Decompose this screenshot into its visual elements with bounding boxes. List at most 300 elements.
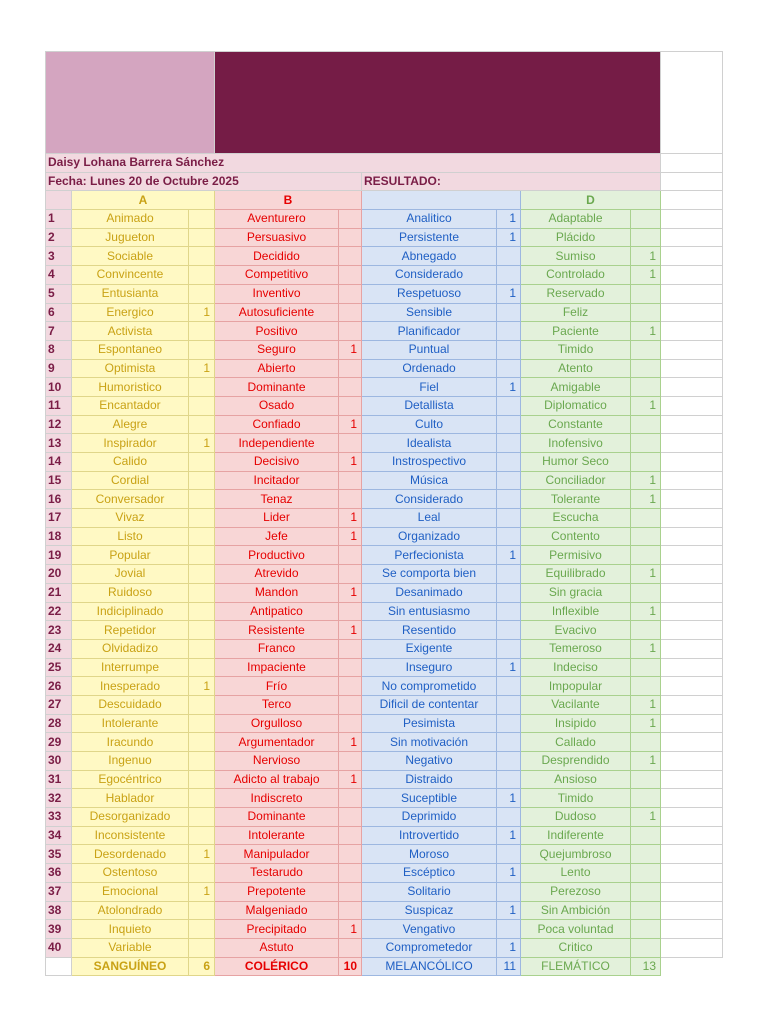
trait-cell-b[interactable]: Orgulloso	[215, 714, 339, 733]
mark-cell-d[interactable]	[631, 210, 661, 229]
empty-cell[interactable]	[661, 266, 723, 285]
mark-cell-d[interactable]: 1	[631, 266, 661, 285]
trait-cell-b[interactable]: Prepotente	[215, 882, 339, 901]
empty-cell[interactable]	[661, 845, 723, 864]
trait-cell-c[interactable]: Persistente	[362, 228, 497, 247]
mark-cell-d[interactable]: 1	[631, 490, 661, 509]
mark-cell-b[interactable]	[339, 228, 362, 247]
trait-cell-d[interactable]: Constante	[521, 415, 631, 434]
mark-cell-a[interactable]	[189, 509, 215, 528]
trait-cell-a[interactable]: Desorganizado	[72, 808, 189, 827]
total-label-a[interactable]: SANGUÍNEO	[72, 957, 189, 976]
trait-cell-d[interactable]: Sin Ambición	[521, 901, 631, 920]
trait-cell-a[interactable]: Activista	[72, 322, 189, 341]
trait-cell-c[interactable]: Sensible	[362, 303, 497, 322]
total-value-a[interactable]: 6	[189, 957, 215, 976]
trait-cell-a[interactable]: Sociable	[72, 247, 189, 266]
mark-cell-a[interactable]	[189, 920, 215, 939]
trait-cell-b[interactable]: Dominante	[215, 808, 339, 827]
trait-cell-c[interactable]: Abnegado	[362, 247, 497, 266]
trait-cell-b[interactable]: Impaciente	[215, 658, 339, 677]
mark-cell-c[interactable]	[497, 247, 521, 266]
mark-cell-a[interactable]: 1	[189, 303, 215, 322]
trait-cell-b[interactable]: Indiscreto	[215, 789, 339, 808]
trait-cell-c[interactable]: Distraido	[362, 770, 497, 789]
empty-cell[interactable]	[661, 714, 723, 733]
column-b-header[interactable]: B	[215, 191, 362, 210]
total-value-b[interactable]: 10	[339, 957, 362, 976]
trait-cell-a[interactable]: Egocéntrico	[72, 770, 189, 789]
mark-cell-c[interactable]	[497, 583, 521, 602]
trait-cell-c[interactable]: Idealista	[362, 434, 497, 453]
empty-cell[interactable]	[661, 752, 723, 771]
trait-cell-d[interactable]: Tolerante	[521, 490, 631, 509]
trait-cell-a[interactable]: Emocional	[72, 882, 189, 901]
empty-cell[interactable]	[661, 284, 723, 303]
trait-cell-a[interactable]: Desordenado	[72, 845, 189, 864]
mark-cell-d[interactable]	[631, 415, 661, 434]
trait-cell-c[interactable]: Culto	[362, 415, 497, 434]
mark-cell-b[interactable]	[339, 565, 362, 584]
trait-cell-c[interactable]: Música	[362, 471, 497, 490]
mark-cell-b[interactable]: 1	[339, 920, 362, 939]
mark-cell-d[interactable]: 1	[631, 322, 661, 341]
mark-cell-a[interactable]	[189, 695, 215, 714]
mark-cell-a[interactable]	[189, 639, 215, 658]
trait-cell-d[interactable]: Indeciso	[521, 658, 631, 677]
mark-cell-b[interactable]: 1	[339, 340, 362, 359]
mark-cell-c[interactable]	[497, 770, 521, 789]
mark-cell-d[interactable]: 1	[631, 396, 661, 415]
trait-cell-d[interactable]: Dudoso	[521, 808, 631, 827]
empty-cell[interactable]	[661, 920, 723, 939]
empty-cell[interactable]	[661, 695, 723, 714]
empty-cell[interactable]	[661, 583, 723, 602]
trait-cell-b[interactable]: Tenaz	[215, 490, 339, 509]
total-label-c[interactable]: MELANCÓLICO	[362, 957, 497, 976]
mark-cell-b[interactable]: 1	[339, 621, 362, 640]
trait-cell-a[interactable]: Vivaz	[72, 509, 189, 528]
mark-cell-a[interactable]: 1	[189, 677, 215, 696]
mark-cell-d[interactable]	[631, 789, 661, 808]
trait-cell-c[interactable]: Dificil de contentar	[362, 695, 497, 714]
mark-cell-b[interactable]	[339, 714, 362, 733]
mark-cell-b[interactable]	[339, 266, 362, 285]
trait-cell-d[interactable]: Humor Seco	[521, 453, 631, 472]
mark-cell-d[interactable]	[631, 901, 661, 920]
trait-cell-d[interactable]: Desprendido	[521, 752, 631, 771]
mark-cell-b[interactable]	[339, 808, 362, 827]
mark-cell-a[interactable]	[189, 284, 215, 303]
total-label-b[interactable]: COLÉRICO	[215, 957, 339, 976]
mark-cell-d[interactable]	[631, 527, 661, 546]
empty-cell[interactable]	[661, 359, 723, 378]
mark-cell-a[interactable]	[189, 415, 215, 434]
mark-cell-a[interactable]: 1	[189, 845, 215, 864]
trait-cell-a[interactable]: Repetidor	[72, 621, 189, 640]
mark-cell-c[interactable]: 1	[497, 228, 521, 247]
mark-cell-d[interactable]: 1	[631, 808, 661, 827]
trait-cell-c[interactable]: Puntual	[362, 340, 497, 359]
trait-cell-d[interactable]: Amigable	[521, 378, 631, 397]
trait-cell-b[interactable]: Atrevido	[215, 565, 339, 584]
trait-cell-d[interactable]: Conciliador	[521, 471, 631, 490]
empty-cell[interactable]	[661, 901, 723, 920]
empty-cell[interactable]	[661, 415, 723, 434]
trait-cell-c[interactable]: Resentido	[362, 621, 497, 640]
trait-cell-c[interactable]: Leal	[362, 509, 497, 528]
trait-cell-b[interactable]: Decisivo	[215, 453, 339, 472]
mark-cell-a[interactable]	[189, 621, 215, 640]
empty-cell[interactable]	[661, 172, 723, 191]
mark-cell-b[interactable]	[339, 695, 362, 714]
trait-cell-c[interactable]: Planificador	[362, 322, 497, 341]
mark-cell-a[interactable]	[189, 826, 215, 845]
trait-cell-a[interactable]: Intolerante	[72, 714, 189, 733]
trait-cell-c[interactable]: Instrospectivo	[362, 453, 497, 472]
trait-cell-d[interactable]: Plácido	[521, 228, 631, 247]
mark-cell-d[interactable]	[631, 359, 661, 378]
column-a-header[interactable]: A	[72, 191, 215, 210]
trait-cell-a[interactable]: Espontaneo	[72, 340, 189, 359]
trait-cell-a[interactable]: Interrumpe	[72, 658, 189, 677]
trait-cell-b[interactable]: Intolerante	[215, 826, 339, 845]
mark-cell-d[interactable]: 1	[631, 471, 661, 490]
mark-cell-c[interactable]: 1	[497, 826, 521, 845]
trait-cell-c[interactable]: Exigente	[362, 639, 497, 658]
trait-cell-a[interactable]: Jugueton	[72, 228, 189, 247]
empty-cell[interactable]	[661, 864, 723, 883]
empty-cell[interactable]	[661, 621, 723, 640]
mark-cell-c[interactable]	[497, 621, 521, 640]
trait-cell-b[interactable]: Testarudo	[215, 864, 339, 883]
trait-cell-d[interactable]: Contento	[521, 527, 631, 546]
mark-cell-b[interactable]	[339, 639, 362, 658]
trait-cell-b[interactable]: Confiado	[215, 415, 339, 434]
trait-cell-a[interactable]: Animado	[72, 210, 189, 229]
mark-cell-a[interactable]	[189, 471, 215, 490]
trait-cell-a[interactable]: Jovial	[72, 565, 189, 584]
mark-cell-a[interactable]	[189, 565, 215, 584]
empty-cell[interactable]	[661, 303, 723, 322]
mark-cell-c[interactable]: 1	[497, 284, 521, 303]
mark-cell-d[interactable]	[631, 284, 661, 303]
mark-cell-c[interactable]	[497, 471, 521, 490]
mark-cell-d[interactable]	[631, 882, 661, 901]
empty-cell[interactable]	[661, 396, 723, 415]
trait-cell-a[interactable]: Conversador	[72, 490, 189, 509]
mark-cell-d[interactable]: 1	[631, 752, 661, 771]
mark-cell-c[interactable]: 1	[497, 546, 521, 565]
mark-cell-a[interactable]	[189, 583, 215, 602]
trait-cell-b[interactable]: Frío	[215, 677, 339, 696]
mark-cell-c[interactable]	[497, 695, 521, 714]
mark-cell-d[interactable]	[631, 770, 661, 789]
trait-cell-c[interactable]: Comprometedor	[362, 938, 497, 957]
mark-cell-a[interactable]	[189, 396, 215, 415]
trait-cell-b[interactable]: Mandon	[215, 583, 339, 602]
mark-cell-d[interactable]	[631, 733, 661, 752]
trait-cell-c[interactable]: Negativo	[362, 752, 497, 771]
mark-cell-c[interactable]	[497, 303, 521, 322]
trait-cell-d[interactable]: Inflexible	[521, 602, 631, 621]
mark-cell-c[interactable]	[497, 602, 521, 621]
trait-cell-a[interactable]: Entusianta	[72, 284, 189, 303]
trait-cell-a[interactable]: Inconsistente	[72, 826, 189, 845]
mark-cell-c[interactable]: 1	[497, 210, 521, 229]
trait-cell-c[interactable]: Detallista	[362, 396, 497, 415]
trait-cell-d[interactable]: Insipido	[521, 714, 631, 733]
trait-cell-b[interactable]: Malgeniado	[215, 901, 339, 920]
trait-cell-b[interactable]: Persuasivo	[215, 228, 339, 247]
mark-cell-c[interactable]: 1	[497, 378, 521, 397]
trait-cell-b[interactable]: Astuto	[215, 938, 339, 957]
trait-cell-a[interactable]: Olvidadizo	[72, 639, 189, 658]
trait-cell-d[interactable]: Vacilante	[521, 695, 631, 714]
mark-cell-b[interactable]	[339, 789, 362, 808]
empty-cell[interactable]	[661, 789, 723, 808]
mark-cell-a[interactable]	[189, 808, 215, 827]
trait-cell-c[interactable]: Desanimado	[362, 583, 497, 602]
mark-cell-a[interactable]: 1	[189, 359, 215, 378]
mark-cell-d[interactable]	[631, 340, 661, 359]
trait-cell-c[interactable]: Se comporta bien	[362, 565, 497, 584]
trait-cell-b[interactable]: Lider	[215, 509, 339, 528]
mark-cell-d[interactable]	[631, 938, 661, 957]
trait-cell-d[interactable]: Permisivo	[521, 546, 631, 565]
trait-cell-b[interactable]: Nervioso	[215, 752, 339, 771]
mark-cell-d[interactable]	[631, 453, 661, 472]
mark-cell-a[interactable]	[189, 714, 215, 733]
trait-cell-b[interactable]: Positivo	[215, 322, 339, 341]
trait-cell-b[interactable]: Resistente	[215, 621, 339, 640]
mark-cell-b[interactable]: 1	[339, 583, 362, 602]
trait-cell-c[interactable]: Ordenado	[362, 359, 497, 378]
trait-cell-d[interactable]: Controlado	[521, 266, 631, 285]
empty-cell[interactable]	[661, 938, 723, 957]
empty-cell[interactable]	[661, 154, 723, 173]
trait-cell-d[interactable]: Timido	[521, 789, 631, 808]
mark-cell-a[interactable]	[189, 546, 215, 565]
mark-cell-a[interactable]	[189, 752, 215, 771]
mark-cell-c[interactable]	[497, 453, 521, 472]
mark-cell-a[interactable]	[189, 938, 215, 957]
mark-cell-d[interactable]	[631, 378, 661, 397]
mark-cell-b[interactable]	[339, 882, 362, 901]
mark-cell-c[interactable]	[497, 340, 521, 359]
mark-cell-d[interactable]: 1	[631, 247, 661, 266]
mark-cell-a[interactable]	[189, 901, 215, 920]
trait-cell-d[interactable]: Impopular	[521, 677, 631, 696]
mark-cell-b[interactable]	[339, 752, 362, 771]
trait-cell-b[interactable]: Autosuficiente	[215, 303, 339, 322]
empty-cell[interactable]	[661, 453, 723, 472]
trait-cell-a[interactable]: Indiciplinado	[72, 602, 189, 621]
trait-cell-d[interactable]: Adaptable	[521, 210, 631, 229]
mark-cell-a[interactable]	[189, 210, 215, 229]
empty-cell[interactable]	[661, 602, 723, 621]
trait-cell-a[interactable]: Inesperado	[72, 677, 189, 696]
trait-cell-d[interactable]: Paciente	[521, 322, 631, 341]
mark-cell-b[interactable]	[339, 901, 362, 920]
trait-cell-d[interactable]: Reservado	[521, 284, 631, 303]
mark-cell-c[interactable]	[497, 490, 521, 509]
trait-cell-b[interactable]: Argumentador	[215, 733, 339, 752]
trait-cell-c[interactable]: Fiel	[362, 378, 497, 397]
trait-cell-a[interactable]: Ingenuo	[72, 752, 189, 771]
trait-cell-d[interactable]: Diplomatico	[521, 396, 631, 415]
mark-cell-c[interactable]	[497, 920, 521, 939]
mark-cell-b[interactable]	[339, 284, 362, 303]
mark-cell-c[interactable]	[497, 639, 521, 658]
trait-cell-c[interactable]: Suspicaz	[362, 901, 497, 920]
trait-cell-a[interactable]: Encantador	[72, 396, 189, 415]
trait-cell-a[interactable]: Ruidoso	[72, 583, 189, 602]
trait-cell-d[interactable]: Sin gracia	[521, 583, 631, 602]
trait-cell-b[interactable]: Manipulador	[215, 845, 339, 864]
trait-cell-c[interactable]: Inseguro	[362, 658, 497, 677]
mark-cell-c[interactable]	[497, 714, 521, 733]
trait-cell-d[interactable]: Timido	[521, 340, 631, 359]
trait-cell-c[interactable]: Sin entusiasmo	[362, 602, 497, 621]
student-name[interactable]: Daisy Lohana Barrera Sánchez	[46, 154, 661, 173]
mark-cell-b[interactable]	[339, 434, 362, 453]
trait-cell-d[interactable]: Lento	[521, 864, 631, 883]
trait-cell-c[interactable]: Considerado	[362, 266, 497, 285]
empty-cell[interactable]	[661, 509, 723, 528]
trait-cell-a[interactable]: Listo	[72, 527, 189, 546]
trait-cell-c[interactable]: No comprometido	[362, 677, 497, 696]
trait-cell-b[interactable]: Inventivo	[215, 284, 339, 303]
trait-cell-a[interactable]: Atolondrado	[72, 901, 189, 920]
mark-cell-a[interactable]	[189, 490, 215, 509]
mark-cell-d[interactable]	[631, 434, 661, 453]
empty-cell[interactable]	[661, 340, 723, 359]
empty-cell[interactable]	[661, 677, 723, 696]
trait-cell-d[interactable]: Evacivo	[521, 621, 631, 640]
mark-cell-b[interactable]: 1	[339, 453, 362, 472]
mark-cell-b[interactable]: 1	[339, 527, 362, 546]
mark-cell-d[interactable]: 1	[631, 602, 661, 621]
trait-cell-c[interactable]: Pesimista	[362, 714, 497, 733]
result-label[interactable]: RESULTADO:	[362, 172, 661, 191]
mark-cell-c[interactable]	[497, 845, 521, 864]
mark-cell-b[interactable]	[339, 396, 362, 415]
trait-cell-c[interactable]: Perfecionista	[362, 546, 497, 565]
trait-cell-b[interactable]: Independiente	[215, 434, 339, 453]
trait-cell-c[interactable]: Suceptible	[362, 789, 497, 808]
trait-cell-b[interactable]: Osado	[215, 396, 339, 415]
mark-cell-b[interactable]	[339, 322, 362, 341]
mark-cell-a[interactable]	[189, 228, 215, 247]
trait-cell-c[interactable]: Escéptico	[362, 864, 497, 883]
trait-cell-d[interactable]: Feliz	[521, 303, 631, 322]
trait-cell-b[interactable]: Seguro	[215, 340, 339, 359]
empty-cell[interactable]	[661, 247, 723, 266]
mark-cell-d[interactable]	[631, 826, 661, 845]
mark-cell-a[interactable]	[189, 733, 215, 752]
mark-cell-b[interactable]: 1	[339, 733, 362, 752]
mark-cell-c[interactable]	[497, 733, 521, 752]
empty-cell[interactable]	[661, 733, 723, 752]
mark-cell-a[interactable]: 1	[189, 434, 215, 453]
trait-cell-b[interactable]: Adicto al trabajo	[215, 770, 339, 789]
mark-cell-c[interactable]	[497, 527, 521, 546]
mark-cell-d[interactable]	[631, 845, 661, 864]
mark-cell-d[interactable]	[631, 303, 661, 322]
mark-cell-d[interactable]	[631, 920, 661, 939]
mark-cell-c[interactable]	[497, 434, 521, 453]
date-label[interactable]: Fecha: Lunes 20 de Octubre 2025	[46, 172, 362, 191]
mark-cell-b[interactable]	[339, 677, 362, 696]
trait-cell-b[interactable]: Antipatico	[215, 602, 339, 621]
trait-cell-d[interactable]: Inofensivo	[521, 434, 631, 453]
mark-cell-b[interactable]	[339, 845, 362, 864]
mark-cell-c[interactable]	[497, 509, 521, 528]
empty-cell[interactable]	[661, 639, 723, 658]
mark-cell-a[interactable]	[189, 378, 215, 397]
mark-cell-c[interactable]: 1	[497, 864, 521, 883]
trait-cell-c[interactable]: Vengativo	[362, 920, 497, 939]
mark-cell-c[interactable]	[497, 752, 521, 771]
trait-cell-a[interactable]: Optimista	[72, 359, 189, 378]
mark-cell-b[interactable]	[339, 658, 362, 677]
mark-cell-c[interactable]: 1	[497, 658, 521, 677]
trait-cell-a[interactable]: Humoristico	[72, 378, 189, 397]
empty-cell[interactable]	[661, 527, 723, 546]
mark-cell-d[interactable]	[631, 546, 661, 565]
mark-cell-a[interactable]	[189, 864, 215, 883]
mark-cell-b[interactable]: 1	[339, 770, 362, 789]
trait-cell-b[interactable]: Terco	[215, 695, 339, 714]
empty-cell[interactable]	[661, 434, 723, 453]
trait-cell-d[interactable]: Critico	[521, 938, 631, 957]
trait-cell-d[interactable]: Temeroso	[521, 639, 631, 658]
mark-cell-a[interactable]	[189, 770, 215, 789]
empty-cell[interactable]	[661, 658, 723, 677]
mark-cell-a[interactable]	[189, 322, 215, 341]
mark-cell-b[interactable]	[339, 378, 362, 397]
total-value-d[interactable]: 13	[631, 957, 661, 976]
total-value-c[interactable]: 11	[497, 957, 521, 976]
trait-cell-a[interactable]: Alegre	[72, 415, 189, 434]
mark-cell-d[interactable]	[631, 583, 661, 602]
empty-cell[interactable]	[661, 882, 723, 901]
mark-cell-d[interactable]: 1	[631, 695, 661, 714]
trait-cell-d[interactable]: Escucha	[521, 509, 631, 528]
empty-cell[interactable]	[661, 826, 723, 845]
mark-cell-d[interactable]	[631, 658, 661, 677]
trait-cell-d[interactable]: Perezoso	[521, 882, 631, 901]
trait-cell-a[interactable]: Cordial	[72, 471, 189, 490]
empty-cell[interactable]	[661, 770, 723, 789]
trait-cell-b[interactable]: Incitador	[215, 471, 339, 490]
mark-cell-a[interactable]	[189, 789, 215, 808]
mark-cell-d[interactable]: 1	[631, 639, 661, 658]
trait-cell-d[interactable]: Callado	[521, 733, 631, 752]
mark-cell-c[interactable]: 1	[497, 938, 521, 957]
trait-cell-a[interactable]: Inspirador	[72, 434, 189, 453]
mark-cell-a[interactable]	[189, 658, 215, 677]
trait-cell-a[interactable]: Inquieto	[72, 920, 189, 939]
trait-cell-c[interactable]: Solitario	[362, 882, 497, 901]
empty-cell[interactable]	[661, 228, 723, 247]
mark-cell-d[interactable]: 1	[631, 565, 661, 584]
empty-cell[interactable]	[661, 322, 723, 341]
trait-cell-d[interactable]: Atento	[521, 359, 631, 378]
mark-cell-c[interactable]	[497, 266, 521, 285]
mark-cell-a[interactable]	[189, 602, 215, 621]
